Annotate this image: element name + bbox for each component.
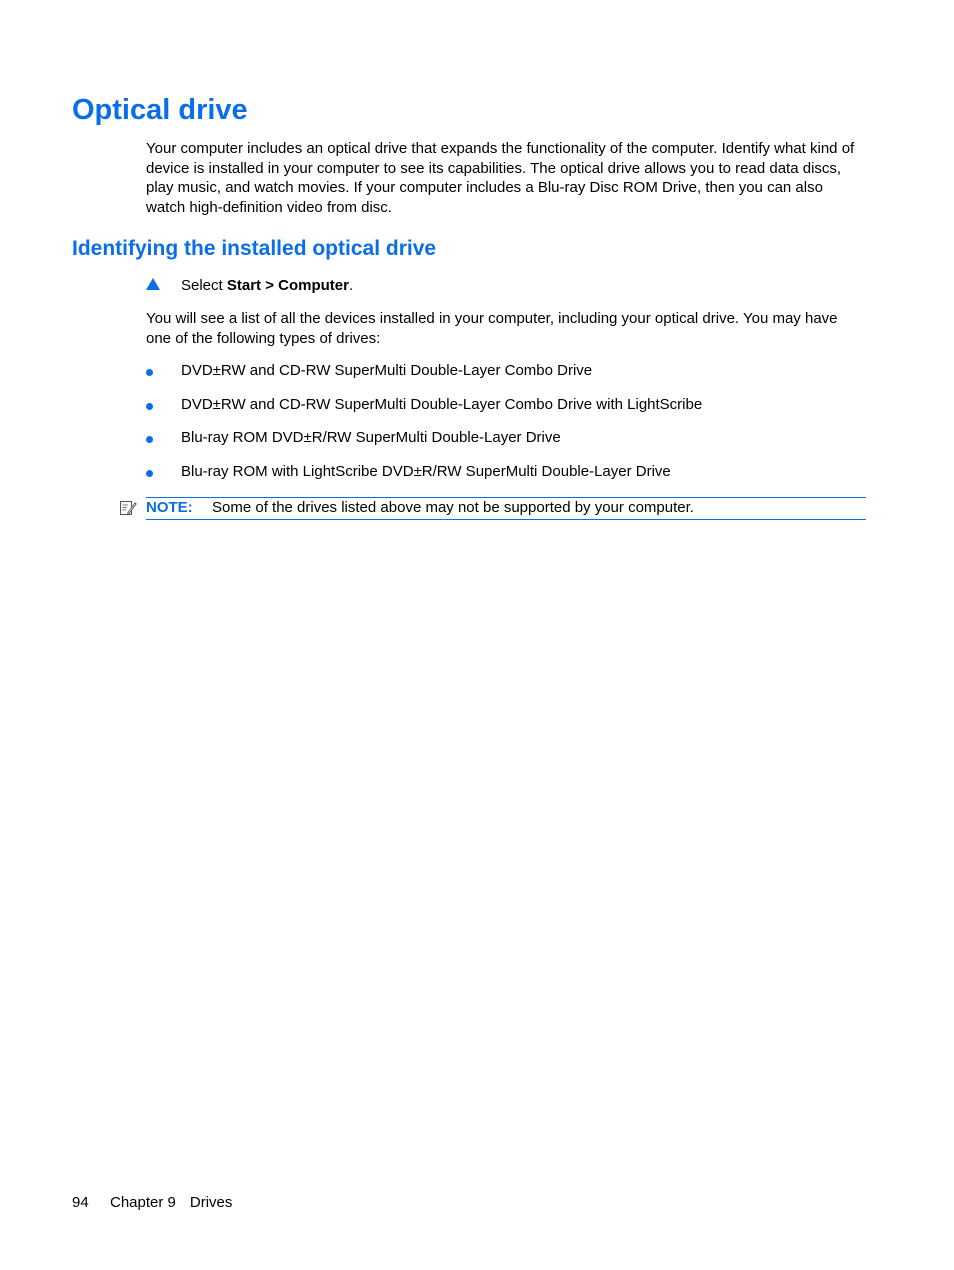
bullet-icon	[146, 369, 153, 376]
step-prefix: Select	[181, 277, 227, 294]
note-text: Some of the drives listed above may not be supported by your computer.	[212, 499, 694, 516]
bullet-icon	[146, 436, 153, 443]
drive-name: Blu-ray ROM DVD±R/RW SuperMulti Double-Layer Drive	[181, 429, 561, 447]
step-suffix: .	[348, 277, 354, 294]
page-footer	[72, 1193, 232, 1212]
step-text	[181, 276, 353, 296]
drive-name: DVD±RW and CD-RW SuperMulti Double-Layer Combo Drive	[181, 362, 593, 379]
bullet-icon	[146, 470, 153, 477]
bullet-icon	[146, 403, 153, 410]
note-pencil-icon	[119, 499, 137, 517]
drives-description: You will see a list of all the devices installed in your computer, including your optical drive. You may have one of the following types of drives:	[146, 310, 838, 347]
section-title: Identifying the installed optical drive	[72, 237, 437, 260]
note-box	[146, 497, 866, 520]
page-number: 94	[72, 1194, 89, 1211]
drive-name: Blu-ray ROM with LightScribe DVD±R/RW SuperMulti Double-Layer Drive	[181, 463, 671, 481]
step-command: Start > Computer	[226, 277, 349, 294]
chapter-title: Drives	[189, 1194, 233, 1211]
chapter-label: Chapter 9	[110, 1194, 176, 1211]
intro-paragraph: Your computer includes an optical drive that expands the functionality of the computer. Identify what kind of device is installed in your computer to see its capabilities. The optical drive allows you to read data discs, play music, and watch movies. If your computer includes a Blu-ray Disc ROM Drive, then you can also watch high-definition video from disc.	[146, 140, 855, 216]
page-title: Optical drive	[72, 94, 248, 126]
triangle-up-icon	[146, 278, 160, 290]
note-label: NOTE:	[146, 499, 193, 516]
drive-name: DVD±RW and CD-RW SuperMulti Double-Layer Combo Drive with LightScribe	[181, 395, 703, 413]
